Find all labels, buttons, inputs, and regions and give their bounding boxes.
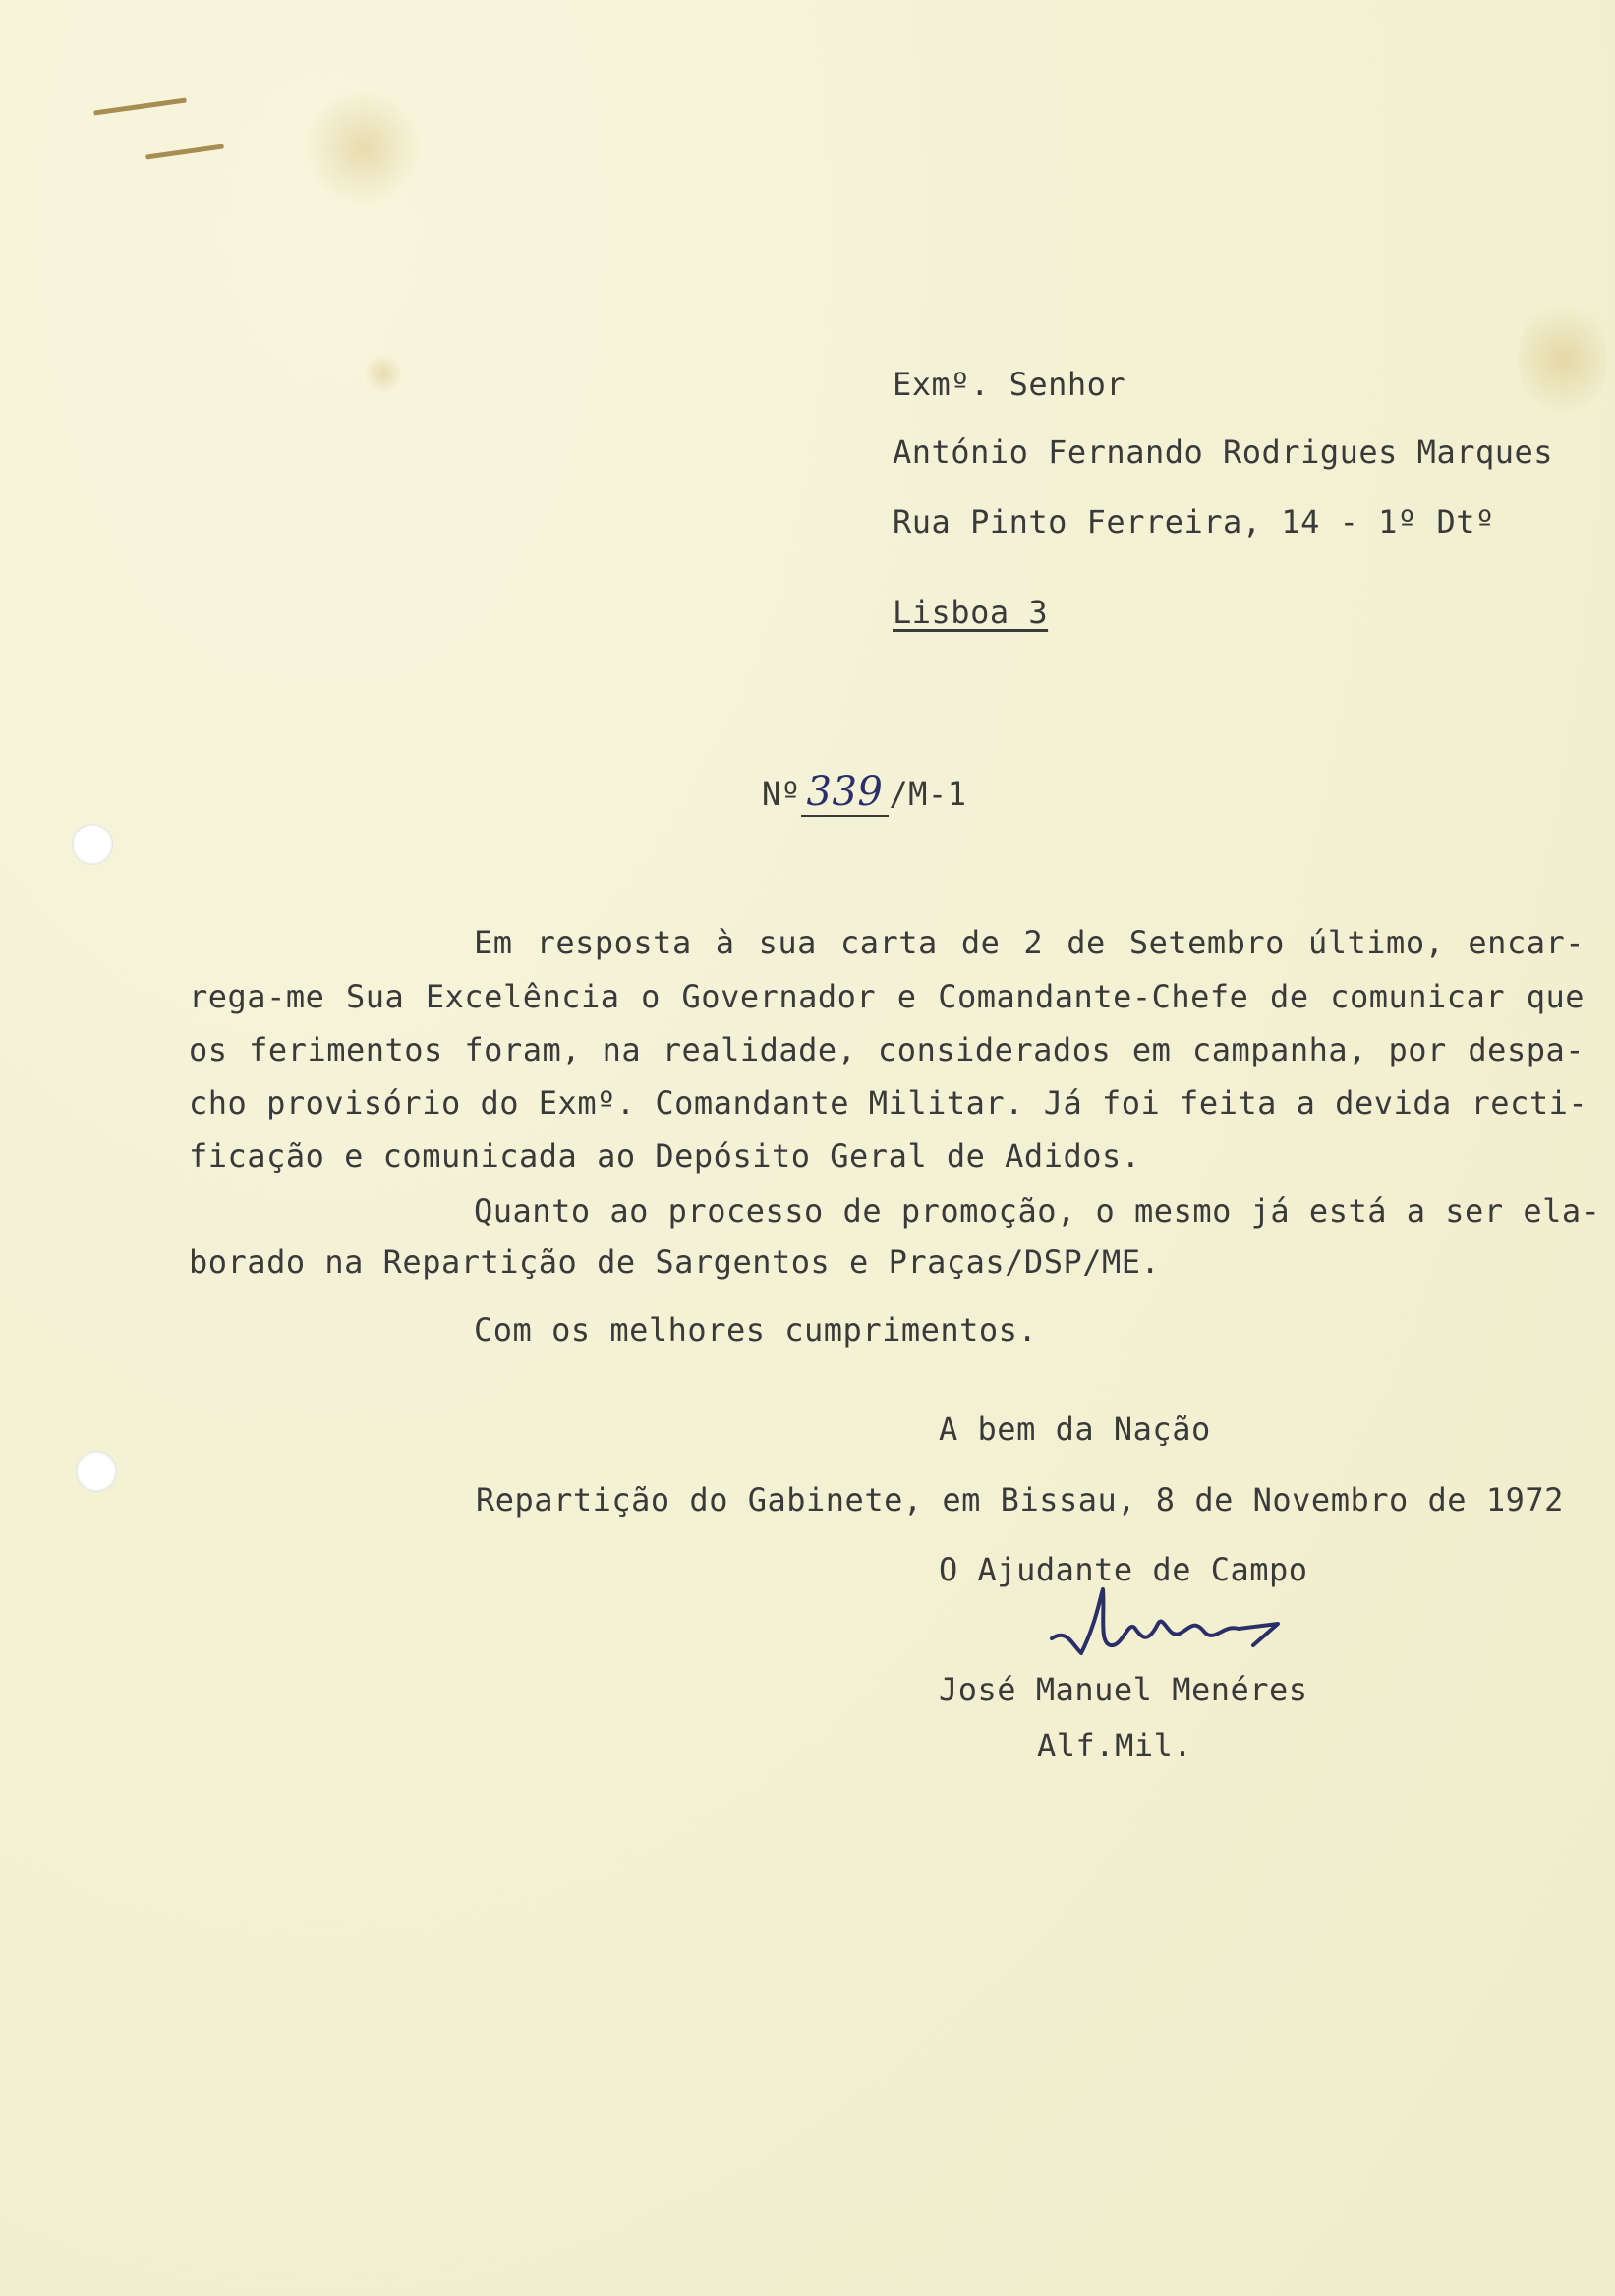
handwritten-signature <box>1042 1584 1298 1673</box>
body-p1-line-4: cho provisório do Exmº. Comandante Militar. Já foi feita a devida recti- <box>189 1084 1588 1121</box>
reference-suffix: /M-1 <box>889 775 967 813</box>
body-p1-line-2: rega-me Sua Excelência o Governador e Comandante-Chefe de comunicar que <box>189 978 1585 1015</box>
recipient-salutation: Exmº. Senhor <box>893 366 1126 403</box>
paper-stain <box>1519 295 1607 423</box>
recipient-city: Lisboa 3 <box>893 594 1049 631</box>
punch-hole-lower <box>76 1451 117 1492</box>
recipient-name: António Fernando Rodrigues Marques <box>893 433 1554 471</box>
paper-stain <box>364 354 403 393</box>
paper-stain <box>305 88 423 206</box>
reference-prefix: Nº <box>762 775 801 813</box>
body-p1-line-5: ficação e comunicada ao Depósito Geral de Adidos. <box>189 1137 1141 1175</box>
punch-hole-upper <box>72 824 113 865</box>
body-p2-line-1: Quanto ao processo de promoção, o mesmo já está a ser ela- <box>474 1192 1601 1230</box>
place-date: Repartição do Gabinete, em Bissau, 8 de Novembro de 1972 <box>476 1481 1564 1519</box>
motto: A bem da Nação <box>939 1410 1211 1448</box>
body-p2-line-2: borado na Repartição de Sargentos e Praças/DSP/ME. <box>189 1243 1161 1281</box>
reference-number-line <box>762 770 966 817</box>
reference-number: 339 <box>801 770 890 817</box>
staple-mark-bottom <box>145 144 224 159</box>
signatory-name: José Manuel Menéres <box>939 1671 1308 1708</box>
body-p1-line-1: Em resposta à sua carta de 2 de Setembro último, encar- <box>474 924 1585 961</box>
staple-mark-top <box>93 97 187 115</box>
signer-role: O Ajudante de Campo <box>939 1551 1308 1588</box>
signatory-rank: Alf.Mil. <box>1037 1727 1193 1764</box>
recipient-street: Rua Pinto Ferreira, 14 - 1º Dtº <box>893 503 1495 541</box>
body-p1-line-3: os ferimentos foram, na realidade, considerados em campanha, por despa- <box>189 1031 1585 1068</box>
closing-line: Com os melhores cumprimentos. <box>474 1311 1038 1349</box>
